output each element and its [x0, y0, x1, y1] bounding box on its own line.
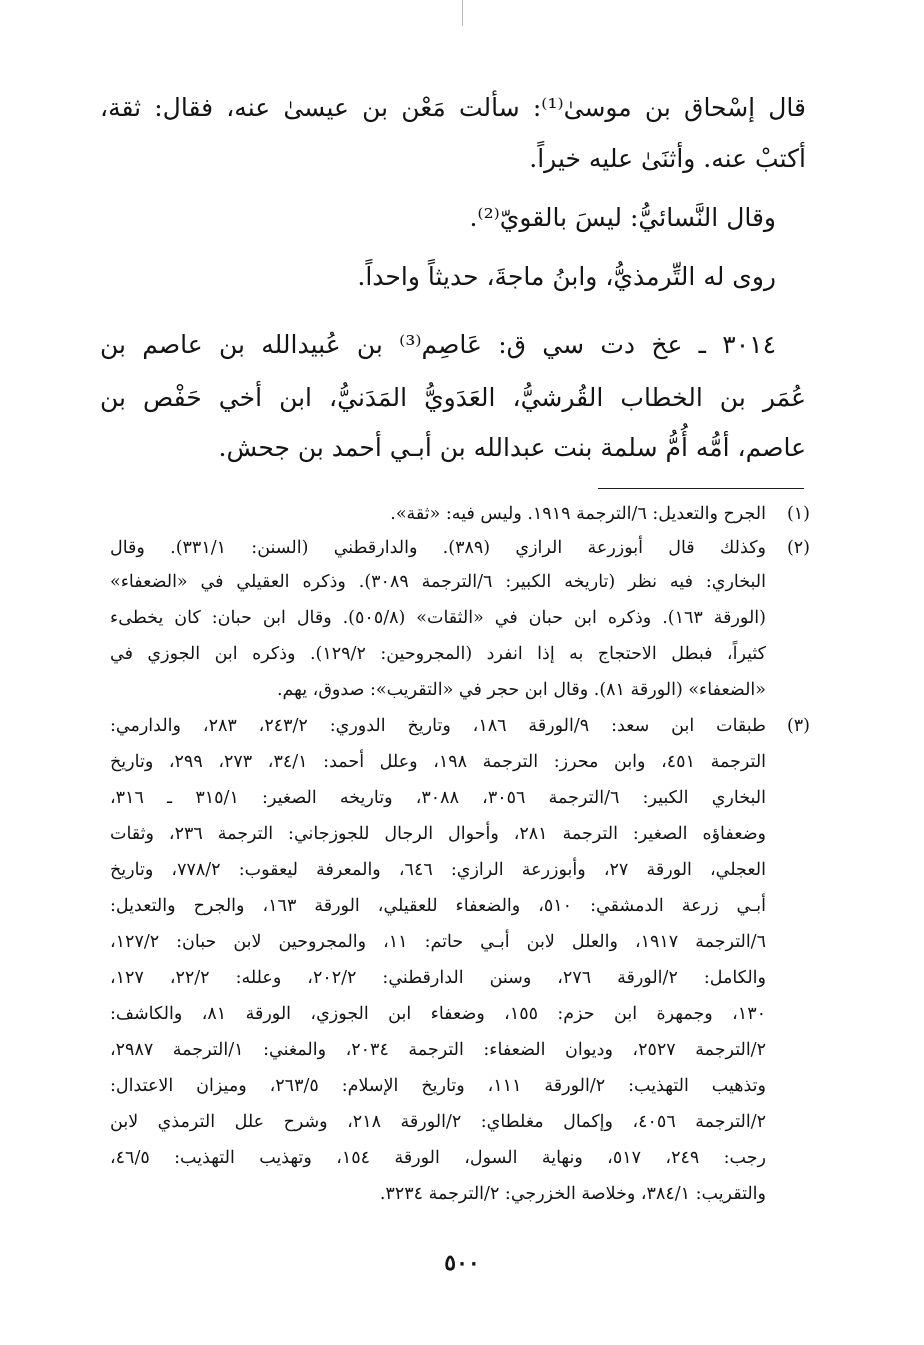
- main-line-4: روى له التِّرمذيُّ، وابنُ ماجةَ، حديثاً واحداً.: [357, 262, 776, 291]
- main-line-7: عاصم، أمُّه أُمُّ سلمة بنت عبدالله بن أبـي أحمد بن جحش.: [218, 433, 806, 462]
- footnote-3-line: وتذهيب التهذيب: ٢/الورقة ١١١، وتاريخ الإسلام: ٢٦٣/٥، وميزان الاعتدال:: [110, 1076, 766, 1096]
- footnote-3-line: طبقات ابن سعد: ٩/الورقة ١٨٦، وتاريخ الدوري: ٢٤٣/٢، ٢٨٣، والدارمي:: [110, 716, 766, 736]
- footnote-3-line: البخاري الكبير: ٦/الترجمة ٣٠٥٦، ٣٠٨٨، وتاريخه الصغير: ٣١٥/١ ـ ٣١٦،: [110, 788, 766, 808]
- footnote-2-line: كثيراً، فبطل الاحتجاج به إذا انفرد (المجروحين: ١٢٩/٢). وذكره ابن الجوزي في: [110, 644, 766, 664]
- footnote-3-line: رجب: ٢٤٩، ٥١٧، ونهاية السول، الورقة ١٥٤، وتهذيب التهذيب: ٤٦/٥،: [110, 1148, 766, 1168]
- footnote-2-line: «الضعفاء» (الورقة ٨١). وقال ابن حجر في «التقريب»: صدوق، يهم.: [276, 680, 766, 700]
- footnote-3-line: والتقريب: ٣٨٤/١، وخلاصة الخزرجي: ٢/الترجمة ٣٢٣٤.: [379, 1184, 766, 1204]
- footnote-3-line: الترجمة ٤٥١، وابن محرز: الترجمة ١٩٨، وعلل أحمد: ٣٤/١، ٢٧٣، ٢٩٩، وتاريخ: [110, 752, 767, 772]
- page-number: ٥٠٠: [444, 1250, 480, 1276]
- footnote-2-line: (الورقة ١٦٣). وذكره ابن حبان في «الثقات» (٥٠٥/٨). وقال ابن حبان: كان يخطىء: [110, 608, 766, 628]
- footnote-3-line: ٢/الترجمة ٢٥٢٧، وديوان الضعفاء: الترجمة ٢٠٣٤، والمغني: ١/الترجمة ٢٩٨٧،: [110, 1040, 766, 1060]
- footnote-3-line: العجلي، الورقة ٢٧، وأبوزرعة الرازي: ٦٤٦، والمعرفة ليعقوب: ٧٧٨/٢، وتاريخ: [110, 860, 766, 880]
- footnote-number-2: (٢): [786, 538, 810, 558]
- main-line-6: عُمَر بن الخطاب القُرشيُّ، العَدَويُّ المَدَنيُّ، ابن أخي حَفْص بن: [100, 383, 806, 412]
- footnote-3-line: أبـي زرعة الدمشقي: ٥١٠، والضعفاء للعقيلي، الورقة ١٦٣، والجرح والتعديل:: [110, 896, 766, 916]
- footnote-separator: [598, 488, 804, 489]
- main-line-1: قال إسْحاق بن موسىٰ⁽¹⁾: سألت مَعْن بن عيسىٰ عنه، فقال: ثقة،: [100, 93, 806, 122]
- main-line-3: وقال النَّسائيُّ: ليسَ بالقويّ⁽²⁾.: [469, 203, 776, 232]
- footnote-2-line: وكذلك قال أبوزرعة الرازي (٣٨٩). والدارقطني (السنن: ٣٣١/١). وقال: [110, 538, 766, 558]
- footnote-number-3: (٣): [786, 716, 810, 736]
- footnote-1-line: الجرح والتعديل: ٦/الترجمة ١٩١٩. وليس فيه: «ثقة».: [390, 504, 766, 524]
- main-line-2: أكتبْ عنه. وأثنَىٰ عليه خيراً.: [529, 144, 806, 173]
- scan-mark: [462, 0, 463, 26]
- footnote-3-line: والكامل: ٢/الورقة ٢٧٦، وسنن الدارقطني: ٢٠٢/٢، وعلله: ٢٢/٢، ١٢٧،: [110, 968, 766, 988]
- footnote-2-line: البخاري: فيه نظر (تاريخه الكبير: ٦/الترجمة ٣٠٨٩). وذكره العقيلي في «الضعفاء»: [110, 572, 766, 592]
- entry-heading-line: ٣٠١٤ ـ عخ دت سي ق: عَاصِم⁽³⁾ بن عُبيدالله بن عاصم بن: [100, 330, 776, 359]
- footnote-3-line: ٦/الترجمة ١٩١٧، والعلل لابن أبـي حاتم: ١١، والمجروحين لابن حبان: ١٢٧/٢،: [110, 932, 766, 952]
- footnote-number-1: (١): [786, 504, 810, 524]
- footnote-3-line: ١٣٠، وجمهرة ابن حزم: ١٥٥، وضعفاء ابن الجوزي، الورقة ٨١، والكاشف:: [110, 1004, 766, 1024]
- footnote-3-line: ٢/الترجمة ٤٠٥٦، وإكمال مغلطاي: ٢/الورقة ٢١٨، وشرح علل الترمذي لابن: [110, 1112, 766, 1132]
- footnote-3-line: وضعفاؤه الصغير: الترجمة ٢٨١، وأحوال الرجال للجوزجاني: الترجمة ٢٣٦، وثقات: [110, 824, 766, 844]
